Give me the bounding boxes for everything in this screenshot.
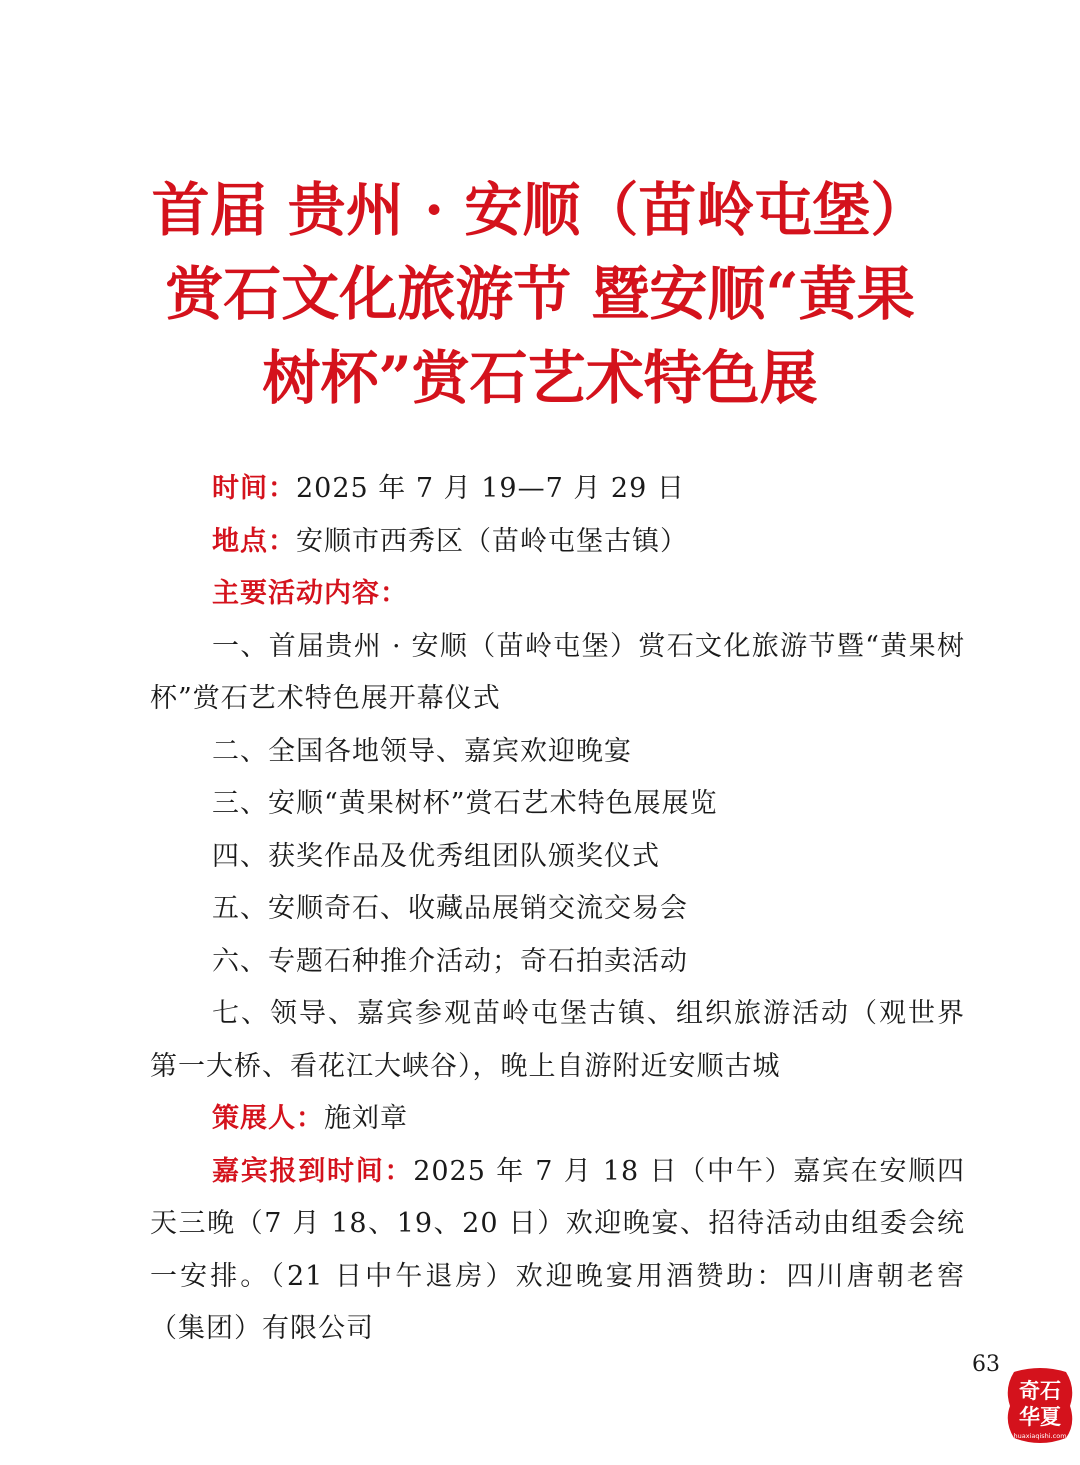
checkin-value: 2025 年 7 月 18 日（中午）嘉宾在安顺四天三晚（7 月 18、19、20 日）欢迎晚宴、招待活动由组委会统一安排。（21 日中午退房）欢迎晚宴用酒赞助：四川唐朝老窖（集团）有限公司 (150, 1155, 965, 1344)
title-line-3: 树杯”赏石艺术特色展 (262, 344, 818, 412)
time-value: 2025 年 7 月 19—7 月 29 日 (296, 473, 685, 504)
activity-item-1: 一、首届贵州 · 安顺（苗岭屯堡）赏石文化旅游节暨“黄果树杯”赏石艺术特色展开幕仪式 (150, 630, 965, 714)
activity-item-5: 五、安顺奇石、收藏品展销交流交易会 (212, 893, 688, 924)
watermark-seal-icon (1006, 1366, 1074, 1446)
checkin-row (150, 1146, 965, 1356)
watermark-text-bottom: 华夏 (1019, 1405, 1061, 1429)
page-number: 63 (972, 1352, 1000, 1377)
watermark-text-top: 奇石 (1019, 1379, 1061, 1403)
checkin-label: 嘉宾报到时间： (212, 1155, 414, 1187)
title-line-2: 赏石文化旅游节 暨安顺“黄果 (165, 260, 915, 328)
time-row (150, 463, 965, 516)
document-title (0, 168, 1080, 420)
activities-label: 主要活动内容： (212, 578, 408, 609)
activity-item-3: 三、安顺“黄果树杯”赏石艺术特色展展览 (212, 788, 718, 819)
activity-item-2: 二、全国各地领导、嘉宾欢迎晚宴 (212, 735, 632, 767)
location-value: 安顺市西秀区（苗岭屯堡古镇） (296, 525, 688, 557)
location-row (150, 516, 965, 569)
title-line-1: 首届 贵州 · 安顺（苗岭屯堡） (151, 176, 929, 244)
curator-row (150, 1093, 965, 1146)
activity-item-6: 六、专题石种推介活动；奇石拍卖活动 (212, 945, 688, 977)
curator-label: 策展人： (212, 1103, 324, 1134)
location-label: 地点： (212, 525, 296, 557)
curator-value: 施刘章 (324, 1103, 408, 1134)
activity-item-4: 四、获奖作品及优秀组团队颁奖仪式 (212, 840, 660, 872)
document-body (150, 463, 965, 1356)
time-label: 时间： (212, 473, 296, 504)
activities-heading (150, 568, 965, 621)
watermark-url: huaxiaqishi.com (1013, 1432, 1067, 1440)
activity-item-7: 七、领导、嘉宾参观苗岭屯堡古镇、组织旅游活动（观世界第一大桥、看花江大峡谷），晚上自游附近安顺古城 (150, 998, 965, 1082)
